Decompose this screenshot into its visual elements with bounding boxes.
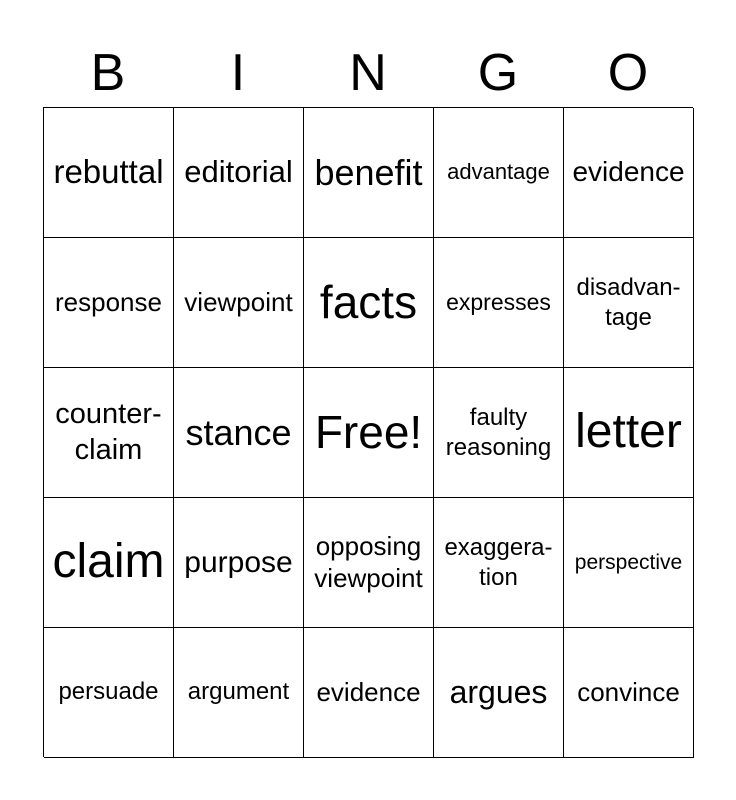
bingo-cell[interactable] <box>44 108 174 238</box>
bingo-cell[interactable] <box>304 498 434 628</box>
cell-label: purpose <box>184 546 293 579</box>
cell-label: convince <box>577 677 680 708</box>
header-letter-o: O <box>607 44 649 102</box>
bingo-cell[interactable] <box>564 108 694 238</box>
cell-label: argument <box>187 678 290 706</box>
bingo-cell[interactable] <box>44 498 174 628</box>
bingo-cell[interactable] <box>304 368 434 498</box>
cell-label: stance <box>185 411 292 453</box>
bingo-cell[interactable] <box>44 368 174 498</box>
header-letter-g: G <box>477 44 519 102</box>
cell-label: response <box>55 287 162 318</box>
header-letter-i: I <box>230 44 246 102</box>
cell-label: Free! <box>314 406 423 459</box>
header-letter-b: B <box>90 44 126 102</box>
cell-label: counter- claim <box>55 398 162 466</box>
cell-label: benefit <box>314 151 423 193</box>
bingo-cell[interactable] <box>434 498 564 628</box>
cell-label: faulty reasoning <box>445 404 552 461</box>
cell-label: rebuttal <box>53 153 164 191</box>
bingo-cell[interactable] <box>434 368 564 498</box>
bingo-cell[interactable] <box>304 108 434 238</box>
cell-label: persuade <box>58 678 159 706</box>
bingo-cell[interactable] <box>564 238 694 368</box>
bingo-header <box>43 42 693 104</box>
cell-label: claim <box>52 535 165 589</box>
bingo-cell[interactable] <box>174 238 304 368</box>
bingo-cell[interactable] <box>174 628 304 758</box>
bingo-cell[interactable] <box>434 238 564 368</box>
bingo-board <box>43 107 693 757</box>
bingo-cell[interactable] <box>304 628 434 758</box>
bingo-cell[interactable] <box>434 628 564 758</box>
bingo-cell[interactable] <box>44 238 174 368</box>
bingo-cell[interactable] <box>174 498 304 628</box>
bingo-cell[interactable] <box>174 108 304 238</box>
cell-label: letter <box>575 405 682 459</box>
bingo-cell[interactable] <box>44 628 174 758</box>
cell-label: evidence <box>572 156 685 188</box>
bingo-cell[interactable] <box>434 108 564 238</box>
header-letter-n: N <box>349 44 387 102</box>
cell-label: editorial <box>184 154 293 190</box>
cell-label: advantage <box>447 159 550 185</box>
cell-label: facts <box>319 276 418 329</box>
cell-label: opposing viewpoint <box>314 530 423 593</box>
bingo-cell[interactable] <box>564 368 694 498</box>
cell-label: evidence <box>316 677 421 708</box>
bingo-cell[interactable] <box>564 628 694 758</box>
cell-label: exaggera- tion <box>444 534 553 591</box>
cell-label: expresses <box>446 288 551 315</box>
cell-label: perspective <box>574 550 683 574</box>
bingo-cell[interactable] <box>174 368 304 498</box>
cell-label: viewpoint <box>184 287 293 318</box>
cell-label: argues <box>449 673 548 710</box>
bingo-cell[interactable] <box>304 238 434 368</box>
cell-label: disadvan- tage <box>576 274 681 331</box>
bingo-cell[interactable] <box>564 498 694 628</box>
